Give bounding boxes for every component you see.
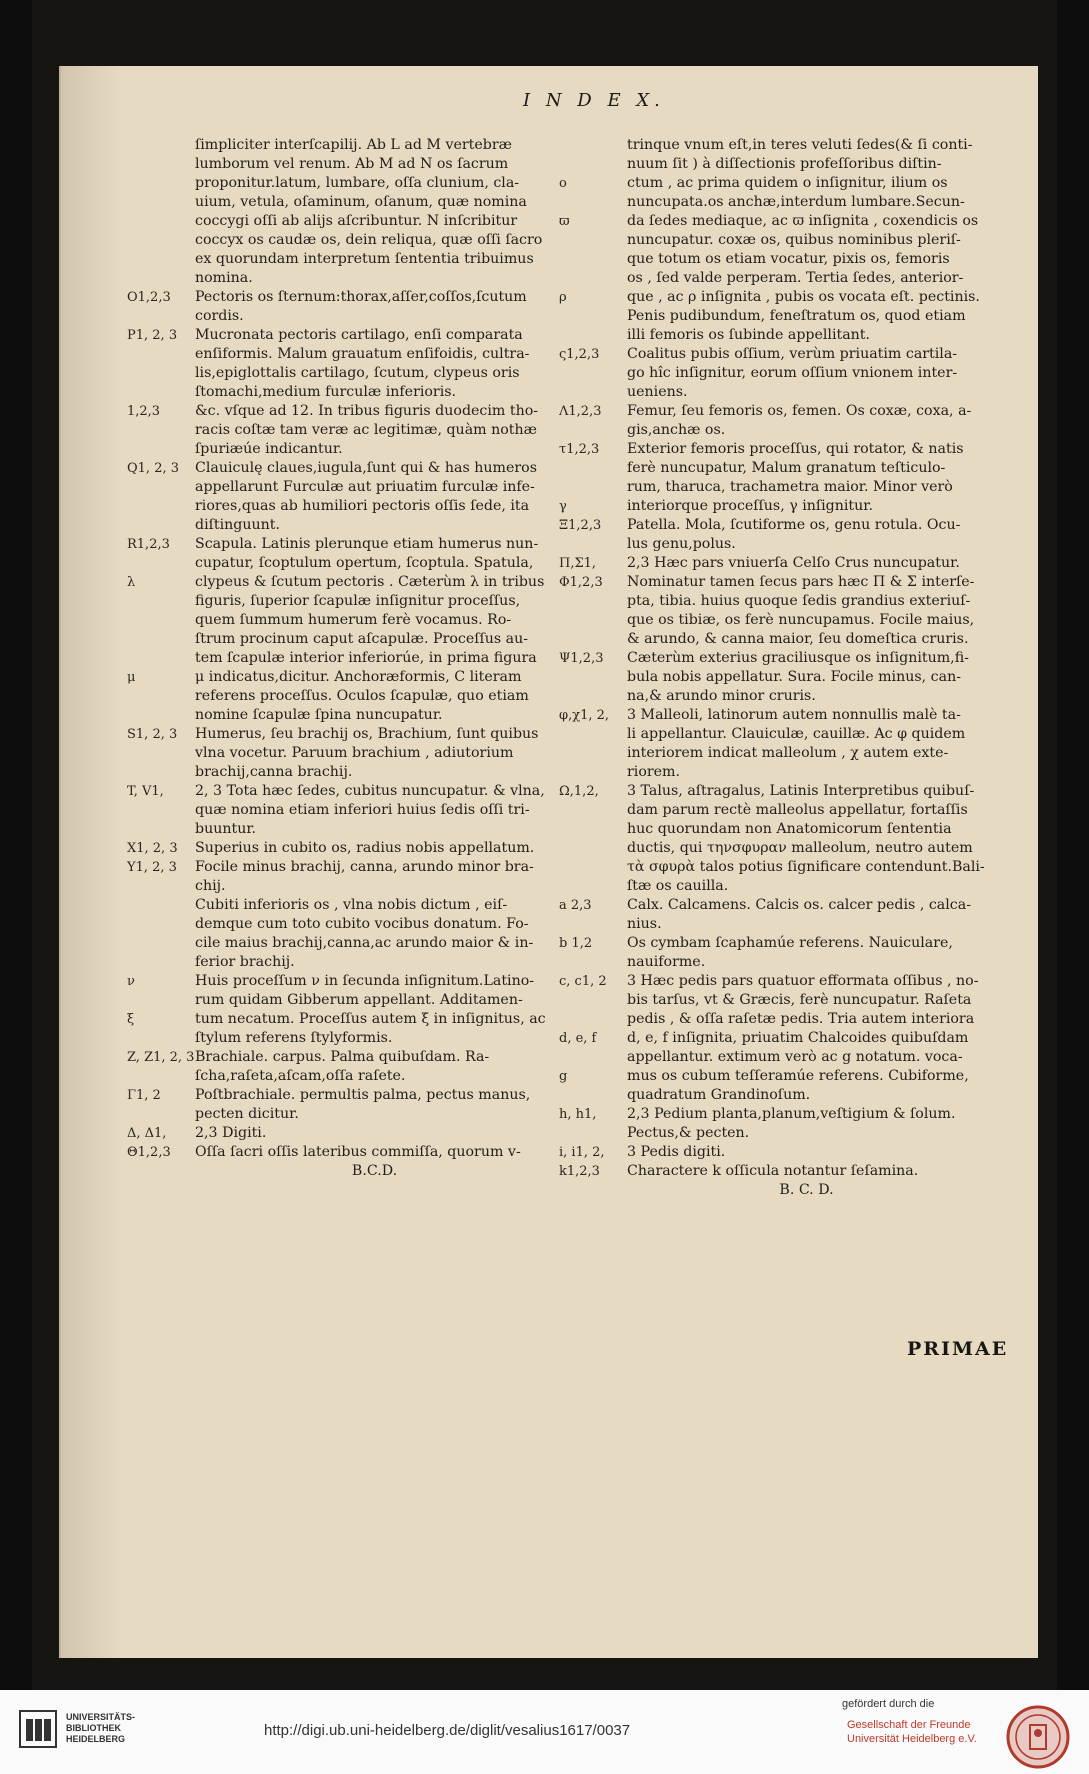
text-line bbox=[559, 231, 1024, 250]
line-text: Exterior femoris proceſſus, qui rotator, & natis bbox=[627, 441, 964, 457]
text-line bbox=[127, 1143, 592, 1162]
line-text: lus genu,polus. bbox=[627, 536, 736, 552]
line-text: Charactere k oſſicula notantur ſeſamina. bbox=[627, 1163, 919, 1179]
line-text: brachij,canna brachij. bbox=[195, 764, 353, 780]
figure-reference-marker: ν bbox=[127, 974, 135, 989]
text-line bbox=[559, 174, 1024, 193]
figure-reference-marker: S1, 2, 3 bbox=[127, 727, 178, 742]
line-text: Pectus,& pecten. bbox=[627, 1125, 750, 1141]
text-line bbox=[559, 801, 1024, 820]
line-text: quæ nomina etiam inferiori huius ſedis oſſi tri- bbox=[195, 802, 530, 818]
text-line bbox=[559, 250, 1024, 269]
line-text: go hîc inſignitur, eorum oſſium vnionem inter- bbox=[627, 365, 958, 381]
text-line bbox=[559, 858, 1024, 877]
figure-reference-marker: d, e, f bbox=[559, 1031, 597, 1046]
line-text: Oſſa ſacri oſſis lateribus commiſſa, quorum v- bbox=[195, 1144, 521, 1160]
figure-reference-marker: R1,2,3 bbox=[127, 537, 170, 552]
text-line bbox=[127, 1029, 592, 1048]
line-text: diſtinguunt. bbox=[195, 517, 280, 533]
text-line bbox=[127, 915, 592, 934]
text-line bbox=[559, 1143, 1024, 1162]
text-line bbox=[559, 421, 1024, 440]
text-line bbox=[559, 763, 1024, 782]
running-title: I N D E X. bbox=[523, 90, 665, 111]
text-line bbox=[127, 383, 592, 402]
text-line bbox=[559, 972, 1024, 991]
text-line bbox=[127, 763, 592, 782]
line-text: B. C. D. bbox=[779, 1182, 834, 1198]
line-text: huc quorundam non Anatomicorum ſententia bbox=[627, 821, 952, 837]
text-line bbox=[559, 915, 1024, 934]
text-line bbox=[559, 706, 1024, 725]
text-line bbox=[127, 212, 592, 231]
text-line bbox=[559, 1067, 1024, 1086]
text-line bbox=[559, 326, 1024, 345]
line-text: ex quorundam interpretum ſententia tribuimus bbox=[195, 251, 534, 267]
text-line bbox=[559, 1048, 1024, 1067]
text-line bbox=[127, 896, 592, 915]
figure-reference-marker: Ξ1,2,3 bbox=[559, 518, 602, 533]
text-line bbox=[559, 744, 1024, 763]
text-line bbox=[559, 497, 1024, 516]
text-line bbox=[559, 440, 1024, 459]
line-text: B.C.D. bbox=[351, 1163, 398, 1179]
line-text: tum necatum. Proceſſus autem ξ in inſignitus, ac bbox=[195, 1011, 546, 1027]
text-line bbox=[127, 972, 592, 991]
text-line bbox=[127, 1048, 592, 1067]
figure-reference-marker: Z, Z1, 2, 3 bbox=[127, 1050, 195, 1065]
line-text: vlna vocetur. Paruum brachium , adiutorium bbox=[195, 745, 514, 761]
text-line bbox=[559, 1105, 1024, 1124]
line-text: 2,3 Pedium planta,planum,veſtigium & ſolum. bbox=[627, 1106, 956, 1122]
text-line bbox=[127, 725, 592, 744]
line-text: Brachiale. carpus. Palma quibuſdam. Ra- bbox=[195, 1049, 490, 1065]
text-line bbox=[559, 687, 1024, 706]
line-text: que totum os etiam vocatur, pixis os, femoris bbox=[627, 251, 950, 267]
text-line bbox=[559, 934, 1024, 953]
figure-reference-marker: i, i1, 2, bbox=[559, 1145, 605, 1160]
line-text: nomina. bbox=[195, 270, 253, 286]
text-line bbox=[127, 858, 592, 877]
figure-reference-marker: ρ bbox=[559, 290, 567, 305]
text-line bbox=[127, 820, 592, 839]
figure-reference-marker: Δ, Δ1, bbox=[127, 1126, 167, 1141]
text-line bbox=[559, 307, 1024, 326]
line-text: nius. bbox=[627, 916, 662, 932]
line-text: trinque vnum eſt,in teres veluti ſedes(& ſi conti- bbox=[627, 137, 973, 153]
line-text: tem ſcapulæ interior inferiorúe, in prima figura bbox=[195, 650, 537, 666]
text-line bbox=[559, 1162, 1024, 1181]
text-line bbox=[127, 744, 592, 763]
text-line bbox=[559, 820, 1024, 839]
figure-reference-marker: Ω,1,2, bbox=[559, 784, 599, 799]
text-line bbox=[127, 497, 592, 516]
line-text: 2,3 Hæc pars vniuerſa Celſo Crus nuncupatur. bbox=[627, 555, 960, 571]
text-line bbox=[127, 687, 592, 706]
text-line bbox=[127, 136, 592, 155]
text-line bbox=[559, 991, 1024, 1010]
line-text: ſtylum referens ſtylyformis. bbox=[195, 1030, 393, 1046]
figure-reference-marker: k1,2,3 bbox=[559, 1164, 600, 1179]
left-column bbox=[127, 136, 592, 1181]
line-text: 3 Pedis digiti. bbox=[627, 1144, 726, 1160]
text-line bbox=[559, 953, 1024, 972]
figure-reference-marker: ϖ bbox=[559, 214, 570, 229]
text-line bbox=[559, 383, 1024, 402]
text-line bbox=[559, 535, 1024, 554]
university-library-name: UNIVERSITÄTS- BIBLIOTHEK HEIDELBERG bbox=[66, 1712, 136, 1744]
text-line bbox=[559, 1124, 1024, 1143]
text-line bbox=[559, 782, 1024, 801]
text-line bbox=[559, 649, 1024, 668]
figure-reference-marker: X1, 2, 3 bbox=[127, 841, 178, 856]
line-text: que , ac ρ inſignita , pubis os vocata eſt. pectinis. bbox=[627, 289, 980, 305]
line-text: Cæterùm exterius graciliusque os inſignitum,fi- bbox=[627, 650, 969, 666]
text-line bbox=[559, 839, 1024, 858]
text-line bbox=[559, 896, 1024, 915]
line-text: quem ſummum humerum ferè vocamus. Ro- bbox=[195, 612, 512, 628]
line-text: demque cum toto cubito vocibus donatum. Fo- bbox=[195, 916, 529, 932]
text-line bbox=[127, 535, 592, 554]
line-text: clypeus & ſcutum pectoris . Cæterùm λ in tribus bbox=[195, 574, 545, 590]
line-text: nuncupata.os anchæ,interdum lumbare.Secun- bbox=[627, 194, 965, 210]
line-text: lis,epiglottalis cartilago, ſcutum, clypeus oris bbox=[195, 365, 520, 381]
line-text: li appellantur. Clauiculæ, cauillæ. Ac φ quidem bbox=[627, 726, 966, 742]
figure-reference-marker: b 1,2 bbox=[559, 936, 593, 951]
figure-reference-marker: λ bbox=[127, 575, 136, 590]
text-line bbox=[127, 326, 592, 345]
line-text: figuris, ſuperior ſcapulæ inſignitur proceſſus, bbox=[195, 593, 521, 609]
text-line bbox=[127, 155, 592, 174]
line-text: da ſedes mediaque, ac ϖ inſignita , coxendicis os bbox=[627, 213, 979, 229]
permalink-url[interactable]: http://digi.ub.uni-heidelberg.de/diglit/vesalius1617/0037 bbox=[264, 1722, 631, 1739]
text-line bbox=[127, 421, 592, 440]
line-text: riores,quas ab humiliori pectoris oſſis ſede, ita bbox=[195, 498, 530, 514]
text-line bbox=[127, 288, 592, 307]
text-line bbox=[559, 877, 1024, 896]
figure-reference-marker: a 2,3 bbox=[559, 898, 592, 913]
line-text: os , ſed valde perperam. Tertia ſedes, anterior- bbox=[627, 270, 964, 286]
university-seal-icon bbox=[1006, 1705, 1070, 1769]
text-line bbox=[127, 839, 592, 858]
line-text: chij. bbox=[195, 878, 226, 894]
text-line bbox=[559, 725, 1024, 744]
line-text: rum, tharuca, trachametra maior. Minor verò bbox=[627, 479, 953, 495]
text-line bbox=[127, 459, 592, 478]
line-text: rum quidam Gibberum appellant. Additamen- bbox=[195, 992, 523, 1008]
text-line bbox=[127, 1162, 592, 1181]
line-text: cordis. bbox=[195, 308, 244, 324]
line-text: appellarunt Furculæ aut priuatim furculæ infe- bbox=[195, 479, 535, 495]
text-line bbox=[559, 364, 1024, 383]
text-line bbox=[559, 516, 1024, 535]
figure-reference-marker: T, V1, bbox=[127, 784, 164, 799]
text-line bbox=[127, 250, 592, 269]
line-text: ſpuriæúe indicantur. bbox=[195, 441, 343, 457]
line-text: d, e, f inſignita, priuatim Chalcoides quibuſdam bbox=[627, 1030, 969, 1046]
line-text: pta, tibia. huius quoque ſedis grandius exteriuſ- bbox=[627, 593, 971, 609]
line-text: enſiformis. Malum grauatum enſifoidis, cultra- bbox=[195, 346, 530, 362]
line-text: dam parum rectè malleolus appellatur, fortaſſis bbox=[627, 802, 968, 818]
line-text: μ indicatus,dicitur. Anchoræformis, C literam bbox=[195, 669, 522, 685]
figure-reference-marker: O1,2,3 bbox=[127, 290, 171, 305]
text-line bbox=[127, 934, 592, 953]
figure-reference-marker: h, h1, bbox=[559, 1107, 597, 1122]
line-text: ferè nuncupatur, Malum granatum teſticulo- bbox=[627, 460, 946, 476]
text-line bbox=[127, 307, 592, 326]
line-text: Clauiculę claues,iugula,ſunt qui & has humeros bbox=[195, 460, 537, 476]
line-text: ſtæ os cauilla. bbox=[627, 878, 729, 894]
line-text: 2, 3 Tota hæc ſedes, cubitus nuncupatur. & vlna, bbox=[195, 783, 545, 799]
footer-bar bbox=[0, 1690, 1089, 1774]
text-line bbox=[127, 364, 592, 383]
text-line bbox=[559, 402, 1024, 421]
text-line bbox=[559, 212, 1024, 231]
line-text: Focile minus brachij, canna, arundo minor bra- bbox=[195, 859, 534, 875]
line-text: nuum ſit ) à diſſectionis profeſſoribus diſtin- bbox=[627, 156, 942, 172]
line-text: Coalitus pubis oſſium, verùm priuatim cartila- bbox=[627, 346, 958, 362]
figure-reference-marker: Θ1,2,3 bbox=[127, 1145, 171, 1160]
text-line bbox=[127, 440, 592, 459]
line-text: 3 Talus, aſtragalus, Latinis Interpretibus quibuſ- bbox=[627, 783, 975, 799]
line-text: Patella. Mola, ſcutiforme os, genu rotula. Ocu- bbox=[627, 517, 961, 533]
text-line bbox=[127, 649, 592, 668]
text-line bbox=[127, 478, 592, 497]
line-text: uium, vetula, oſaminum, oſanum, quæ nomina bbox=[195, 194, 527, 210]
line-text: ferior brachij. bbox=[195, 954, 295, 970]
line-text: Penis pudibundum, feneſtratum os, quod etiam bbox=[627, 308, 966, 324]
line-text: riorem. bbox=[627, 764, 681, 780]
line-text: que os tibiæ, os ferè nuncupamus. Focile maius, bbox=[627, 612, 975, 628]
line-text: interiorem indicat malleolum , χ autem exte- bbox=[627, 745, 949, 761]
text-line bbox=[127, 991, 592, 1010]
line-text: interiorque proceſſus, γ inſignitur. bbox=[627, 498, 874, 514]
text-line bbox=[127, 402, 592, 421]
line-text: ueniens. bbox=[627, 384, 688, 400]
figure-reference-marker: Π,Σ1, bbox=[559, 556, 597, 571]
figure-reference-marker: φ,χ1, 2, bbox=[559, 708, 610, 723]
text-line bbox=[127, 953, 592, 972]
text-line bbox=[559, 668, 1024, 687]
line-text: Mucronata pectoris cartilago, enſi comparata bbox=[195, 327, 523, 343]
line-text: 3 Malleoli, latinorum autem nonnullis malè ta- bbox=[627, 707, 961, 723]
text-line bbox=[559, 269, 1024, 288]
line-text: 3 Hæc pedis pars quatuor efformata oſſibus , no- bbox=[627, 973, 979, 989]
line-text: nauiforme. bbox=[627, 954, 706, 970]
text-line bbox=[559, 478, 1024, 497]
text-line bbox=[559, 1181, 1024, 1200]
text-line bbox=[127, 174, 592, 193]
line-text: Huis proceſſum ν in ſecunda inſignitum.Latino- bbox=[195, 973, 535, 989]
line-text: pedis , & oſſa raſetæ pedis. Tria autem interiora bbox=[627, 1011, 975, 1027]
text-line bbox=[127, 1010, 592, 1029]
line-text: Cubiti inferioris os , vlna nobis dictum , eiſ- bbox=[195, 897, 508, 913]
line-text: coccyx os caudæ os, dein reliqua, quæ oſſi ſacro bbox=[195, 232, 543, 248]
figure-reference-marker: c, c1, 2 bbox=[559, 974, 607, 989]
line-text: proponitur.latum, lumbare, oſſa clunium, cla- bbox=[195, 175, 520, 191]
figure-reference-marker: Φ1,2,3 bbox=[559, 575, 603, 590]
funded-by-label: gefördert durch die bbox=[842, 1698, 935, 1710]
figure-reference-marker: P1, 2, 3 bbox=[127, 328, 178, 343]
line-text: nomine ſcapulæ ſpina nuncupatur. bbox=[195, 707, 443, 723]
text-line bbox=[127, 668, 592, 687]
text-line bbox=[559, 592, 1024, 611]
text-line bbox=[559, 1029, 1024, 1048]
figure-reference-marker: Λ1,2,3 bbox=[559, 404, 602, 419]
figure-reference-marker: Y1, 2, 3 bbox=[127, 860, 177, 875]
figure-reference-marker: g bbox=[559, 1069, 568, 1084]
line-text: cupatur, ſcoptulum opertum, ſcoptula. Spatula, bbox=[195, 555, 534, 571]
figure-reference-marker: Ψ1,2,3 bbox=[559, 651, 604, 666]
text-line bbox=[127, 193, 592, 212]
text-line bbox=[127, 1086, 592, 1105]
figure-reference-marker: o bbox=[559, 176, 567, 191]
line-text: lumborum vel renum. Ab M ad N os ſacrum bbox=[195, 156, 509, 172]
figure-reference-marker: γ bbox=[559, 499, 567, 514]
figure-reference-marker: τ1,2,3 bbox=[559, 442, 600, 457]
line-text: bis tarſus, vt & Græcis, ferè nuncupatur. Raſeta bbox=[627, 992, 972, 1008]
line-text: pecten dicitur. bbox=[195, 1106, 299, 1122]
line-text: referens proceſſus. Oculos ſcapulæ, quo etiam bbox=[195, 688, 529, 704]
text-line bbox=[127, 877, 592, 896]
figure-reference-marker: ς1,2,3 bbox=[559, 347, 600, 362]
line-text: appellantur. extimum verò ac g notatum. voca- bbox=[627, 1049, 963, 1065]
figure-reference-marker: Q1, 2, 3 bbox=[127, 461, 179, 476]
line-text: racis coſtæ tam veræ ac legitimæ, quàm nothæ bbox=[195, 422, 537, 438]
line-text: buuntur. bbox=[195, 821, 257, 837]
line-text: bula nobis appellatur. Sura. Focile minus, can- bbox=[627, 669, 961, 685]
text-line bbox=[559, 155, 1024, 174]
line-text: na,& arundo minor cruris. bbox=[627, 688, 816, 704]
line-text: gis,anchæ os. bbox=[627, 422, 726, 438]
line-text: quadratum Grandinoſum. bbox=[627, 1087, 811, 1103]
text-line bbox=[127, 1124, 592, 1143]
line-text: 2,3 Digiti. bbox=[195, 1125, 267, 1141]
line-text: ſtomachi,medium furculæ inferioris. bbox=[195, 384, 457, 400]
line-text: &c. vſque ad 12. In tribus figuris duodecim tho- bbox=[195, 403, 539, 419]
text-line bbox=[127, 782, 592, 801]
text-line bbox=[127, 611, 592, 630]
text-line bbox=[559, 573, 1024, 592]
line-text: Scapula. Latinis plerunque etiam humerus nun- bbox=[195, 536, 539, 552]
text-line bbox=[127, 1067, 592, 1086]
text-line bbox=[559, 630, 1024, 649]
text-line bbox=[127, 592, 592, 611]
line-text: coccygi oſſi ab alijs aſcribuntur. N inſcribitur bbox=[195, 213, 518, 229]
line-text: ſcha,raſeta,aſcam,oſſa raſete. bbox=[195, 1068, 406, 1084]
text-line bbox=[559, 193, 1024, 212]
text-line bbox=[127, 269, 592, 288]
text-line bbox=[559, 288, 1024, 307]
line-text: Poſtbrachiale. permultis palma, pectus manus, bbox=[195, 1087, 531, 1103]
line-text: τὰ σφυρὰ talos potius ſignificare contendunt.Bali- bbox=[627, 859, 985, 875]
line-text: Nominatur tamen ſecus pars hæc Π & Σ interſe- bbox=[627, 574, 975, 590]
line-text: ctum , ac prima quidem o inſignitur, ilium os bbox=[627, 175, 948, 191]
text-line bbox=[127, 231, 592, 250]
line-text: Os cymbam ſcaphamúe referens. Nauiculare, bbox=[627, 935, 953, 951]
text-line bbox=[559, 1010, 1024, 1029]
text-line bbox=[127, 516, 592, 535]
line-text: ſimpliciter interſcapilij. Ab L ad M vertebræ bbox=[195, 137, 512, 153]
line-text: nuncupatur. coxæ os, quibus nominibus pleriſ- bbox=[627, 232, 961, 248]
line-text: Femur, ſeu femoris os, femen. Os coxæ, coxa, a- bbox=[627, 403, 972, 419]
line-text: mus os cubum teſſeramúe referens. Cubiforme, bbox=[627, 1068, 969, 1084]
text-line bbox=[127, 801, 592, 820]
figure-reference-marker: ξ bbox=[127, 1012, 135, 1027]
line-text: ductis, qui τηνσφυραν malleolum, neutro autem bbox=[627, 840, 973, 856]
text-line bbox=[127, 630, 592, 649]
line-text: & arundo, & canna maior, ſeu domeſtica cruris. bbox=[627, 631, 969, 647]
line-text: Superius in cubito os, radius nobis appellatum. bbox=[195, 840, 535, 856]
text-line bbox=[559, 459, 1024, 478]
text-line bbox=[559, 345, 1024, 364]
line-text: ſtrum procinum caput aſcapulæ. Proceſſus au- bbox=[195, 631, 529, 647]
text-line bbox=[127, 706, 592, 725]
catchword: PRIMAE bbox=[907, 1338, 1009, 1360]
book-page bbox=[59, 66, 1038, 1658]
text-line bbox=[559, 136, 1024, 155]
line-text: Pectoris os ſternum:thorax,aſſer,coſſos,ſcutum bbox=[195, 289, 527, 305]
figure-reference-marker: Γ1, 2 bbox=[127, 1088, 161, 1103]
text-line bbox=[127, 1105, 592, 1124]
right-column bbox=[559, 136, 1024, 1200]
text-line bbox=[559, 1086, 1024, 1105]
figure-reference-marker: μ bbox=[127, 670, 136, 685]
university-library-logo-icon bbox=[18, 1709, 58, 1749]
line-text: cile maius brachij,canna,ac arundo maior & in- bbox=[195, 935, 534, 951]
line-text: illi femoris os ſubinde appellitant. bbox=[627, 327, 871, 343]
text-line bbox=[559, 611, 1024, 630]
line-text: Humerus, ſeu brachij os, Brachium, ſunt quibus bbox=[195, 726, 539, 742]
figure-reference-marker: 1,2,3 bbox=[127, 404, 161, 419]
line-text: Calx. Calcamens. Calcis os. calcer pedis , calca- bbox=[627, 897, 972, 913]
text-line bbox=[127, 554, 592, 573]
text-line bbox=[127, 573, 592, 592]
text-line bbox=[559, 554, 1024, 573]
text-line bbox=[127, 345, 592, 364]
sponsor-society-name: Gesellschaft der Freunde Universität Heidelberg e.V. bbox=[847, 1719, 977, 1745]
